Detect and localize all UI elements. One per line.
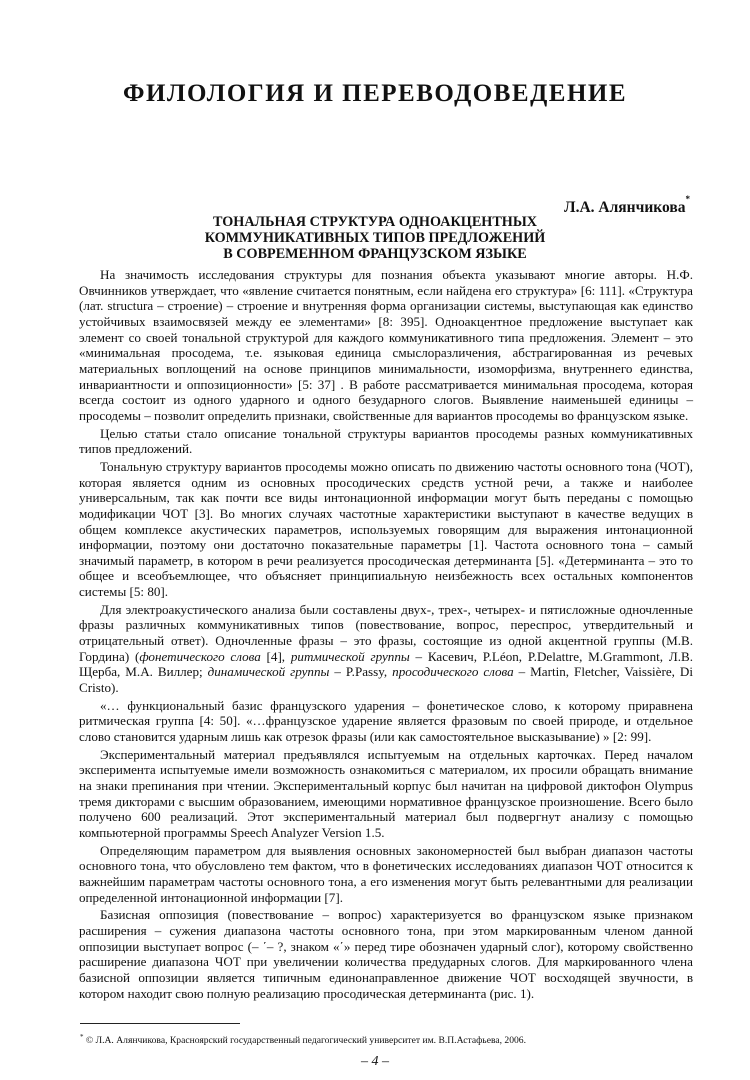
footnote-text: © Л.А. Алянчикова, Красноярский государственный педагогический университет им. В.П.Астафьева, 2006.: [85, 1035, 526, 1047]
paragraph: «… функциональный базис французского ударения – фонетическое слово, к которому приравнена ритмическая группа [4: 50]. «…французское ударение является фразовым по своей природе, и отдельное слово становится ударным лишь как отрезок фразы (или как самостоятельное высказывание) » [2: 99].: [79, 697, 693, 745]
paragraph: Тональную структуру вариантов просодемы можно описать по движению частоты основного тона (ЧОТ), которая является одним из основных просодических средств устной речи, а также и наиболее универсальным, так как почти все виды интонационной информации могут быть переданы с помощью модификации ЧОТ [3]. Во многих случаях частотные характеристики выступают в качестве ведущих в общем комплексе акустических параметров, используемых говорящим для выражения интонационной информации, поэтому они достаточно показательные параметры [1]. Частота основного тона – самый значимый параметр, в котором в речи реализуется просодическая детерминанта [5]. «Детерминанта – это то общее и всеобъемлющее, что объясняет принципиальную неизбежность всех остальных компонентов системы [5: 80].: [79, 458, 693, 600]
article-title-line: В СОВРЕМЕННОМ ФРАНЦУЗСКОМ ЯЗЫКЕ: [223, 246, 527, 262]
paragraph: [79, 602, 693, 696]
text-run: [4],: [260, 648, 291, 664]
footnote: [80, 1031, 526, 1047]
paragraph: На значимость исследования структуры для познания объекта указывают многие авторы. Н.Ф. Овчинников утверждает, что «явление считается понятным, если найдена его структура» [6: 111]. «Структура (лат. structura – строение) – строение и внутренняя форма организации системы, выступающая как единство устойчивых взаимосвязей между ее элементами» [8: 395]. Одноакцентное предложение выступает как элемент со своей тональной структурой для каждого коммуникативного типа предложения. Элемент – это «минимальная просодема, т.е. языковая единица смыслоразличения, абстрагированная из речевых материальных воплощений на основе принципов минимальности, изоморфизма, внутреннего единства, инвариантности и оппозиционности» [5: 37] . В работе рассматривается минимальная просодема, которая всегда состоит из одного ударного и одного безударного слогов. Выявление наименьшей единицы – просодемы – позволит определить признаки, свойственные для вариантов просодемы во французском языке.: [79, 267, 693, 423]
text-run: – Martin, Fletcher, Vaissière, Di Cristo).: [79, 664, 693, 696]
paragraph: Базисная оппозиция (повествование – вопрос) характеризуется во французском языке признаком расширения – сужения диапазона частоты основного тона, при этом маркированным членом данной оппозиции выступает вопрос (– ΄– ?, знаком «΄» перед тире обозначен ударный слог), которому свойственно расширение диапазона ЧОТ при увеличении количества предударных слогов. Для маркированного члена базисной оппозиции является типичным единонаправленное движение ЧОТ восходящей звучности, в котором находит свою полную реализацию просодическая детерминанта (рис. 1).: [79, 907, 693, 1001]
text-run: – P.Passy,: [329, 664, 393, 680]
italic-term: динамической группы: [207, 664, 330, 680]
article-title: [0, 214, 750, 262]
footnote-divider: [80, 1023, 240, 1024]
author-name: Л.А. Алянчикова: [564, 199, 686, 217]
article-body: [79, 267, 693, 1001]
text-run: – Касевич, P.Léon, P.Delattre, M.Grammont, Л.В. Щерба, М.А. Виллер;: [79, 648, 693, 680]
footnote-mark: *: [80, 1033, 84, 1041]
paragraph: Определяющим параметром для выявления основных закономерностей был выбран диапазон частоты основного тона, что обусловлено тем фактом, что в фонетических исследованиях диапазон ЧОТ относится к важнейшим параметрам частоты основного тона, а его изменения могут быть релевантными для реализации определенной интонационной информации [7].: [79, 842, 693, 905]
italic-term: фонетического слова: [139, 648, 261, 664]
article-title-line: КОММУНИКАТИВНЫХ ТИПОВ ПРЕДЛОЖЕНИЙ: [204, 230, 546, 246]
section-title: ФИЛОЛОГИЯ И ПЕРЕВОДОВЕДЕНИЕ: [122, 80, 628, 107]
text-run: Для электроакустического анализа были составлены двух-, трех-, четырех- и пятисложные одночленные фразы различных коммуникативных типов (повествование, вопрос, переспрос, утвердительный и отрицательный ответ). Одночленные фразы – это фразы, состоящие из одной акцентной группы (М.В. Гордина) (: [79, 601, 693, 664]
page-number: – 4 –: [361, 1054, 389, 1069]
paragraph: Целью статьи стало описание тональной структуры вариантов просодемы разных коммуникативных типов предложений.: [79, 425, 693, 457]
italic-term: ритмической группы: [290, 648, 410, 664]
italic-term: просодического слова: [392, 664, 514, 680]
article-title-line: ТОНАЛЬНАЯ СТРУКТУРА ОДНОАКЦЕНТНЫХ: [212, 214, 538, 230]
paragraph: Экспериментальный материал предъявлялся испытуемым на отдельных карточках. Перед началом эксперимента испытуемые имели возможность ознакомиться с материалом, их просили обращать внимание на знаки препинания при чтении. Экспериментальный корпус был начитан на цифровой диктофон Olympus тремя дикторами с высшим образованием, имеющими нормативное французское произношение. Всего было получено 600 реализаций. Этот экспериментальный материал был подвергнут анализу с помощью компьютерной программы Speech Analyzer Version 1.5.: [79, 746, 693, 840]
author-footnote-mark: *: [685, 194, 690, 204]
